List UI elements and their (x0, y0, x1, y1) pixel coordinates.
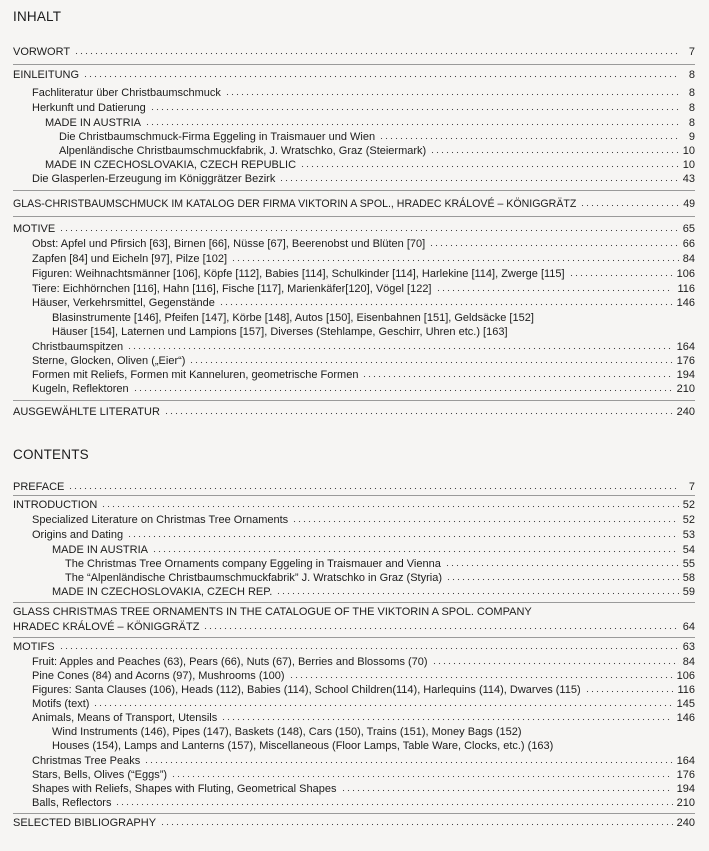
toc-page-number: 54 (682, 544, 695, 556)
toc-entry (0, 172, 709, 186)
toc-entry (0, 267, 709, 281)
toc-entry (0, 585, 709, 599)
dot-leader (276, 586, 679, 595)
toc-entry (0, 498, 709, 512)
toc-entry-title: Blasinstrumente [146], Pfeifen [147], Körbe [148], Autos [150], Eisenbahnen [151], Geldsäcke [152] (52, 312, 534, 324)
dot-leader (341, 783, 673, 792)
toc-entry (0, 796, 709, 810)
toc-entry-title: Pine Cones (84) and Acorns (97), Mushrooms (100) (32, 670, 285, 682)
toc-page-number: 84 (682, 253, 695, 265)
toc-entry (0, 382, 709, 396)
toc-page-number: 10 (682, 159, 695, 171)
section-divider (13, 813, 695, 814)
toc-entry-title: GLAS-CHRISTBAUMSCHMUCK IM KATALOG DER FIRMA VIKTORIN A SPOL., HRADEC KRÁLOVÉ – KÖNIGGRÄTZ (13, 198, 577, 210)
toc-entry-title: Christmas Tree Peaks (32, 755, 141, 767)
toc-page-number: 10 (682, 145, 695, 157)
toc-entry (0, 754, 709, 768)
section-divider (13, 216, 695, 217)
section-divider (13, 637, 695, 638)
toc-entry-title: Animals, Means of Transport, Utensils (32, 712, 218, 724)
dot-leader (219, 297, 673, 306)
toc-page-number: 194 (676, 783, 695, 795)
toc-page-number: 116 (677, 684, 695, 696)
dot-leader (127, 529, 679, 538)
toc-entry-title: Fruit: Apples and Peaches (63), Pears (66), Nuts (67), Berries and Blossoms (70) (32, 656, 428, 668)
toc-entry (0, 739, 709, 753)
dot-leader (83, 69, 679, 78)
toc-entry (0, 158, 709, 172)
toc-entry (0, 669, 709, 683)
toc-entry-title: SELECTED BIBLIOGRAPHY (13, 817, 157, 829)
toc-entry-title: MADE IN AUSTRIA (52, 544, 148, 556)
dot-leader (300, 159, 679, 168)
dot-leader (171, 769, 673, 778)
toc-entry-title: Häuser, Verkehrsmittel, Gegenstände (32, 297, 215, 309)
toc-entry (0, 296, 709, 310)
dot-leader (221, 712, 672, 721)
toc-entry (0, 197, 709, 211)
toc-entry-title: Figuren: Weihnachtsmänner [106], Köpfe [112], Babies [114], Schulkinder [114], Harlekine [114], Zwerge [115] (32, 268, 565, 280)
section-divider (13, 190, 695, 191)
toc-entry (0, 480, 709, 494)
dot-leader (585, 684, 674, 693)
toc-entry-title: Balls, Reflectors (32, 797, 112, 809)
dot-leader (436, 283, 674, 292)
toc-entry-title: EINLEITUNG (13, 69, 80, 81)
toc-entry (0, 768, 709, 782)
toc-page-number: 52 (682, 514, 695, 526)
toc-entry-title: MADE IN AUSTRIA (45, 117, 141, 129)
toc-page-number: 146 (676, 712, 695, 724)
toc-page-number: 9 (688, 131, 695, 143)
dot-leader (74, 46, 679, 55)
toc-entry-title: Stars, Bells, Olives (“Eggs”) (32, 769, 168, 781)
toc-entry-title: Christbaumspitzen (32, 341, 124, 353)
toc-entry (0, 816, 709, 830)
dot-leader (150, 102, 679, 111)
toc-entry-title: Zapfen [84] und Eicheln [97], Pilze [102] (32, 253, 228, 265)
dot-leader (59, 223, 679, 232)
toc-page-number: 240 (676, 817, 695, 829)
toc-page-number: 8 (688, 87, 695, 99)
toc-page-number: 210 (676, 797, 695, 809)
toc-page-number: 58 (682, 572, 695, 584)
toc-entry (0, 620, 709, 634)
dot-leader (133, 383, 673, 392)
toc-entry-title: MADE IN CZECHOSLOVAKIA, CZECH REP. (52, 586, 273, 598)
dot-leader (127, 341, 673, 350)
toc-page-number: 64 (682, 621, 695, 633)
toc-entry (0, 116, 709, 130)
toc-entry-title: Formen mit Reliefs, Formen mit Kanneluren, geometrische Formen (32, 369, 359, 381)
toc-page-number: 52 (682, 499, 695, 511)
inhalt-heading: INHALT (13, 9, 62, 24)
dot-leader (292, 514, 679, 523)
toc-entry-title: PREFACE (13, 481, 65, 493)
dot-leader (203, 621, 678, 630)
dot-leader (569, 268, 673, 277)
toc-entry-title: HRADEC KRÁLOVÉ – KÖNIGGRÄTZ (13, 621, 200, 633)
dot-leader (445, 558, 679, 567)
toc-entry (0, 325, 709, 339)
dot-leader (289, 670, 673, 679)
dot-leader (115, 797, 672, 806)
toc-entry (0, 340, 709, 354)
toc-page-number: 43 (682, 173, 695, 185)
toc-entry-title: INTRODUCTION (13, 499, 98, 511)
dot-leader (145, 117, 679, 126)
toc-entry (0, 405, 709, 419)
toc-page-number: 194 (676, 369, 695, 381)
toc-entry (0, 683, 709, 697)
toc-entry-title: The Christmas Tree Ornaments company Eggeling in Traismauer and Vienna (65, 558, 441, 570)
toc-entry (0, 86, 709, 100)
toc-page-number: 116 (677, 283, 695, 295)
toc-page-number: 49 (683, 198, 695, 210)
dot-leader (432, 656, 679, 665)
section-divider (13, 400, 695, 401)
dot-leader (160, 817, 673, 826)
toc-entry-title: Shapes with Reliefs, Shapes with Fluting, Geometrical Shapes (32, 783, 337, 795)
dot-leader (93, 698, 672, 707)
toc-page-number: 7 (688, 481, 695, 493)
toc-entry-title: Tiere: Eichhörnchen [116], Hahn [116], Fische [117], Marienkäfer[120], Vögel [122] (32, 283, 432, 295)
dot-leader (101, 499, 678, 508)
toc-page-number: 106 (676, 268, 695, 280)
section-divider (13, 602, 695, 603)
dot-leader (379, 131, 679, 140)
toc-entry-title: Sterne, Glocken, Oliven („Eier“) (32, 355, 186, 367)
toc-page-number: 164 (676, 341, 695, 353)
dot-leader (144, 755, 672, 764)
toc-entry (0, 725, 709, 739)
dot-leader (231, 253, 679, 262)
toc-entry-title: MADE IN CZECHOSLOVAKIA, CZECH REPUBLIC (45, 159, 297, 171)
toc-entry (0, 528, 709, 542)
toc-entry-title: MOTIFS (13, 641, 55, 653)
toc-entry (0, 513, 709, 527)
toc-entry (0, 130, 709, 144)
toc-page-number: 164 (676, 755, 695, 767)
toc-entry-title: Houses (154), Lamps and Lanterns (157), Miscellaneous (Floor Lamps, Table Ware, Clocks, etc.) (163) (52, 740, 554, 752)
toc-entry (0, 543, 709, 557)
toc-entry-title: MOTIVE (13, 223, 56, 235)
dot-leader (152, 544, 679, 553)
toc-page-number: 84 (682, 656, 695, 668)
dot-leader (59, 641, 679, 650)
toc-page-number: 176 (676, 769, 695, 781)
toc-entry (0, 282, 709, 296)
toc-page-number: 59 (682, 586, 695, 598)
toc-entry-title: GLASS CHRISTMAS TREE ORNAMENTS IN THE CATALOGUE OF THE VIKTORIN A SPOL. COMPANY (13, 606, 532, 618)
toc-entry-title: AUSGEWÄHLTE LITERATUR (13, 406, 160, 418)
dot-leader (446, 572, 679, 581)
toc-entry-title: Specialized Literature on Christmas Tree Ornaments (32, 514, 289, 526)
toc-entry (0, 101, 709, 115)
toc-page-number: 7 (688, 46, 695, 58)
toc-entry (0, 311, 709, 325)
toc-entry-title: Häuser [154], Laternen und Lampions [157], Diverses (Stehlampe, Geschirr, Uhren etc.) [163] (52, 326, 508, 338)
toc-entry (0, 640, 709, 654)
toc-entry-title: Wind Instruments (146), Pipes (147), Baskets (148), Cars (150), Trains (151), Money Bags (152) (52, 726, 522, 738)
section-divider (13, 495, 695, 496)
toc-page-number: 8 (688, 102, 695, 114)
toc-entry (0, 557, 709, 571)
toc-page-number: 210 (676, 383, 695, 395)
toc-entry-title: Origins and Dating (32, 529, 124, 541)
toc-entry (0, 237, 709, 251)
toc-entry (0, 711, 709, 725)
dot-leader (279, 173, 678, 182)
toc-entry (0, 605, 709, 619)
toc-entry-title: VORWORT (13, 46, 71, 58)
toc-entry-title: Figures: Santa Clauses (106), Heads (112), Babies (114), School Children(114), Harlequins (114), Dwarves (115) (32, 684, 581, 696)
toc-page-number: 8 (688, 117, 695, 129)
toc-page-number: 106 (676, 670, 695, 682)
toc-entry (0, 697, 709, 711)
dot-leader (225, 87, 679, 96)
dot-leader (362, 369, 672, 378)
toc-entry-title: The “Alpenländische Christbaumschmuckfabrik” J. Wratschko in Graz (Styria) (65, 572, 442, 584)
toc-entry (0, 68, 709, 82)
toc-entry (0, 655, 709, 669)
toc-page-number: 145 (676, 698, 695, 710)
dot-leader (429, 238, 679, 247)
toc-page-number: 63 (682, 641, 695, 653)
toc-entry-title: Herkunft und Datierung (32, 102, 146, 114)
toc-entry (0, 571, 709, 585)
toc-entry-title: Motifs (text) (32, 698, 90, 710)
toc-page-number: 55 (682, 558, 695, 570)
toc-entry-title: Die Christbaumschmuck-Firma Eggeling in Traismauer und Wien (59, 131, 376, 143)
toc-entry (0, 782, 709, 796)
toc-entry (0, 354, 709, 368)
toc-entry-title: Obst: Apfel und Pfirsich [63], Birnen [66], Nüsse [67], Beerenobst und Blüten [70] (32, 238, 426, 250)
toc-page-number: 53 (682, 529, 695, 541)
toc-entry (0, 144, 709, 158)
toc-entry (0, 252, 709, 266)
dot-leader (580, 198, 679, 207)
toc-page-number: 65 (682, 223, 695, 235)
contents-heading: CONTENTS (13, 447, 89, 462)
toc-entry-title: Alpenländische Christbaumschmuckfabrik, J. Wratschko, Graz (Steiermark) (59, 145, 427, 157)
toc-page-number: 66 (682, 238, 695, 250)
toc-page-number: 176 (676, 355, 695, 367)
toc-page-number: 240 (676, 406, 695, 418)
toc-entry (0, 222, 709, 236)
toc-entry-title: Kugeln, Reflektoren (32, 383, 129, 395)
dot-leader (430, 145, 679, 154)
toc-page-number: 146 (676, 297, 695, 309)
dot-leader (164, 406, 673, 415)
toc-entry (0, 368, 709, 382)
toc-entry-title: Fachliteratur über Christbaumschmuck (32, 87, 221, 99)
toc-page-number: 8 (688, 69, 695, 81)
dot-leader (189, 355, 672, 364)
dot-leader (68, 481, 679, 490)
toc-entry-title: Die Glasperlen-Erzeugung im Königgrätzer Bezirk (32, 173, 276, 185)
section-divider (13, 64, 695, 65)
toc-entry (0, 45, 709, 59)
